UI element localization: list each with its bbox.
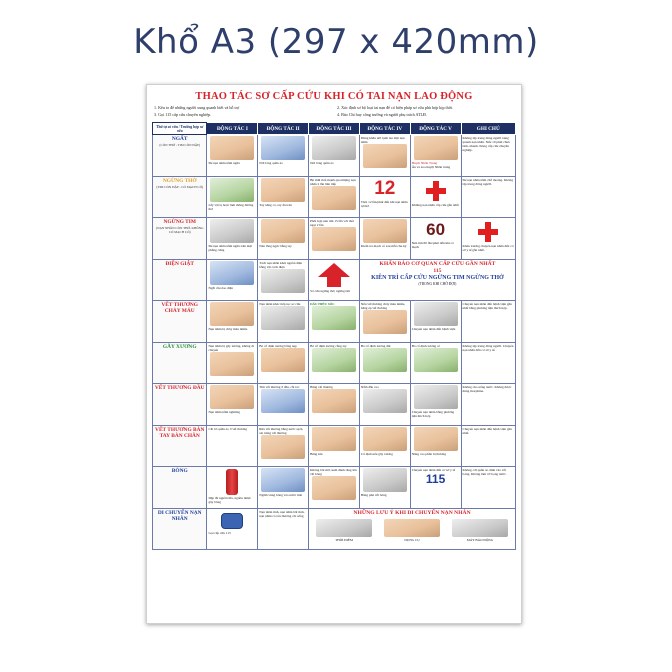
- fire-extinguisher-icon: [226, 469, 238, 495]
- cell-text: Chuyển nạn nhân bằng phương tiện thích hợp: [411, 410, 455, 419]
- cell-text: Thổi 12 lần/phút đến khi nạn nhân tự thở: [360, 199, 408, 208]
- cell-note: [461, 384, 516, 426]
- cell: [359, 135, 410, 177]
- cell-text: Tay nâng cổ, tay ấn trán: [259, 202, 292, 207]
- row-name: NGỪNG THỞ: [162, 177, 197, 184]
- row-name: ĐIỆN GIẬT: [165, 260, 195, 267]
- cell-text: Băng kín: [310, 451, 323, 456]
- illustration-image: [312, 306, 356, 330]
- cell-text: Nạn nhân bị chảy máu nhiều: [208, 327, 248, 331]
- row-label-cardiac-arrest: [153, 218, 207, 260]
- cell: [309, 467, 360, 509]
- row-label-electric-shock: [153, 259, 207, 301]
- illustration-image: [261, 136, 305, 160]
- table-header-row: [153, 123, 516, 135]
- cell: [309, 342, 360, 384]
- cell-text: DẤU HIỆU SỐC: [310, 302, 335, 306]
- illustration-image: [210, 219, 254, 243]
- illustration-image: [312, 186, 356, 210]
- cell-text: Khẩn trương chuyển nạn nhân đến cơ sở y tế gần nhất.: [462, 244, 514, 253]
- cell-text: Nạn nhân bị gãy xương, không di chuyển: [208, 343, 254, 352]
- row-name: DI CHUYỂN NẠN NHÂN: [157, 509, 202, 522]
- cell-text: Không tập trung đông người. Chuyển nạn nhân đến cơ sở y tế.: [462, 343, 514, 352]
- row-sub: (CÒN THỞ - TIM CÒN ĐẬP): [159, 143, 201, 147]
- illustration-image: [363, 427, 407, 451]
- illustration-image: [210, 136, 254, 160]
- row-sub: (NẠN NHÂN CÒN THỞ, KHÔNG CÓ MẠCH CỔ): [155, 226, 204, 234]
- illustration-image: [312, 348, 356, 372]
- cell-note: [461, 218, 516, 260]
- first-aid-table: [152, 122, 516, 550]
- header-step: Thứ tự sơ cứu / Trường hợp sơ cứu: [153, 123, 207, 135]
- cell-banner: [359, 259, 515, 301]
- table-row: [153, 342, 516, 384]
- arrow-stem: [327, 277, 341, 287]
- cell-text: Chuyển nạn nhân đến bệnh viện gần nhất bằng phương tiện thích hợp.: [462, 302, 512, 311]
- cell: [410, 342, 461, 384]
- cell-text: Dùng khăn ướt lạnh lau mặt nạn nhân: [360, 136, 405, 145]
- breath-count-number: 12: [374, 177, 396, 199]
- header-action-3: ĐỘNG TÁC III: [309, 123, 360, 135]
- keep-going-banner: KIÊN TRÌ CẤP CỨU NGỪNG TIM NGỪNG THỞ: [371, 274, 504, 281]
- note-4: 4. Báo Chỉ huy công trường và người phụ trách ATLĐ.: [337, 112, 427, 117]
- cell: [258, 425, 309, 467]
- note-2: 2. Xác định sơ bộ loại tai nạn để có biện pháp sơ cứu phù hợp kịp thời.: [337, 105, 454, 110]
- cell-text: Nới lỏng quần áo: [259, 161, 283, 165]
- cell: [410, 135, 461, 177]
- header-note: GHI CHÚ: [461, 123, 516, 135]
- moving-step: [449, 519, 510, 542]
- table-row: [153, 467, 516, 509]
- cell: [258, 384, 309, 426]
- ambulance-illustration: [414, 302, 458, 326]
- cell-text: Không cho uống nước. Không được dùng morphine.: [462, 385, 512, 394]
- illustration-image: [261, 389, 305, 413]
- cell: [207, 342, 258, 384]
- cell-text: MÁY BÁO ĐỘNG: [466, 537, 494, 542]
- note-1: 1. Kêu to để những người xung quanh biết và hỗ trợ: [154, 105, 240, 110]
- row-sub: (TIM CÒN ĐẬP - CÓ MẠCH CỔ): [156, 184, 204, 189]
- cell-note: [461, 467, 516, 509]
- illustration-image: [414, 136, 458, 160]
- illustration-image: [261, 178, 305, 202]
- poster-title: THAO TÁC SƠ CẤP CỨU KHI CÓ TAI NẠN LAO ĐỘNG: [195, 91, 473, 102]
- cell-text: Chuyển nạn nhân đến bệnh viện: [411, 327, 456, 331]
- cell: [359, 342, 410, 384]
- table-row: [153, 176, 516, 218]
- cell-text: Để nạn nhân nằm ngửa trên mặt phẳng cứng: [208, 244, 252, 253]
- cell-text: Tìm vết thương ở đầu, cắt tóc: [259, 385, 300, 389]
- cell-text: Kiểm tra mạch cổ sau mỗi chu kỳ: [360, 244, 407, 248]
- cell: [410, 301, 461, 343]
- illustration-image: [312, 136, 356, 160]
- cell-text: Ngâm vùng bỏng vào nước mát: [259, 493, 303, 497]
- cell-text: Lấy vật lạ hoặc làm thông đường thở: [208, 202, 254, 211]
- illustration-image: [210, 352, 254, 376]
- table-row: [153, 135, 516, 177]
- cell: [258, 259, 309, 301]
- cell: [207, 467, 258, 509]
- table-row: [153, 259, 516, 301]
- cell-note: [461, 301, 516, 343]
- compression-count-number: 60: [426, 220, 446, 239]
- cell-text: DỤNG CỤ: [404, 537, 420, 542]
- cell-text: Không tập trung đông người xung quanh nạn nhân. Nếu 10 phút chưa tỉnh, nhanh chóng cấp cứu chuyên nghiệp.: [462, 136, 510, 153]
- row-name: BỎNG: [171, 468, 188, 474]
- note-3: 3. Gọi 115 cấp cứu chuyên nghiệp.: [154, 112, 212, 117]
- cell-text: Ngắt cầu dao điện: [208, 285, 234, 290]
- cell: [359, 467, 410, 509]
- emergency-number: 115: [425, 472, 446, 487]
- illustration-image: [210, 178, 254, 202]
- cell: [359, 301, 410, 343]
- cell-note: [461, 135, 516, 177]
- row-name: VẾT THƯƠNG CHẢY MÁU: [161, 302, 199, 314]
- cell-text: Bó cố định xương bằng nẹp: [259, 343, 297, 348]
- ambulance-illustration: [414, 385, 458, 409]
- illustration-image: [384, 519, 440, 537]
- cell: [258, 467, 309, 509]
- cell: [309, 384, 360, 426]
- cell-text: Tách nạn nhân khỏi nguồn điện bằng vật cách điện: [259, 260, 303, 269]
- cell-text: Để nạn nhân nằm ngửa: [208, 161, 240, 165]
- row-name: VẾT THƯƠNG BÀN TAY BÀN CHÂN: [155, 426, 205, 439]
- cell-text: Nâng cao phần bị thương: [411, 451, 447, 456]
- illustration-image: [261, 306, 305, 330]
- cell: [410, 218, 461, 260]
- cell: [309, 259, 360, 301]
- row-label-moving-victim: [153, 508, 207, 550]
- table-row: [153, 508, 516, 550]
- cell: [410, 425, 461, 467]
- row-label-fainting: [153, 135, 207, 177]
- cell: [207, 425, 258, 467]
- cell-text: Nếu vết thương chảy máu nhiều, băng ép vết thương: [360, 302, 406, 311]
- moving-step: [313, 519, 374, 542]
- cell: [258, 218, 309, 260]
- illustration-image: [312, 427, 356, 451]
- cell-text: Nén tim 60 lần/phút đến khi có mạch: [411, 241, 454, 250]
- cell: [258, 176, 309, 218]
- cell: [359, 176, 410, 218]
- cell-text: Không bôi mỡ, kem đánh răng lên vết bỏng: [310, 468, 357, 477]
- illustration-image: [261, 468, 305, 492]
- cell-text: Bó cố định xương cẳng tay: [310, 343, 347, 348]
- illustration-image: [261, 435, 305, 459]
- table-row: [153, 301, 516, 343]
- cell: [309, 135, 360, 177]
- illustration-image: [452, 519, 508, 537]
- cell: [410, 384, 461, 426]
- cell-text: Huyệt Nhân Trung: [411, 161, 438, 165]
- poster-notes: [154, 105, 514, 119]
- cell-text: Nạn nhân tỉnh, nạn nhân bất tỉnh, nạn nhân có tổn thương cột sống: [259, 509, 305, 518]
- header-action-1: ĐỘNG TÁC I: [207, 123, 258, 135]
- row-name: VẾT THƯƠNG ĐẦU: [154, 385, 205, 391]
- cell: [359, 425, 410, 467]
- cell-banner: [309, 508, 516, 550]
- cell: [207, 218, 258, 260]
- cell-text: Chuyển nạn nhân đến bệnh viện gần nhất.: [462, 426, 512, 435]
- header-action-5: ĐỘNG TÁC V: [410, 123, 461, 135]
- table-row: [153, 218, 516, 260]
- illustration-image: [312, 227, 356, 251]
- cell-text: Phối hợp nén tim 15 lần với thổi ngạt 2 lần: [310, 219, 355, 228]
- cell: [207, 508, 258, 550]
- cell: [207, 176, 258, 218]
- cell: [309, 301, 360, 343]
- cell-text: Nén lồng ngực bằng tay: [259, 244, 292, 248]
- illustration-image: [363, 468, 407, 492]
- cell-text: Nạn nhân khác tiếp tục sơ cứu: [259, 302, 301, 306]
- cell-text: Bó cố định xương đùi: [360, 343, 391, 348]
- row-label-burn: [153, 467, 207, 509]
- first-aid-poster: [146, 84, 522, 624]
- moving-step: [381, 519, 442, 542]
- cell-text: Để nạn nhân nằm chỗ thoáng. Không tập trung đông người.: [462, 177, 514, 186]
- row-name: GÃY XƯƠNG: [162, 343, 197, 350]
- cell: [207, 301, 258, 343]
- cell-text: Bó cố định xương cổ: [411, 343, 441, 348]
- report-number: 115: [433, 267, 442, 274]
- illustration-image: [363, 219, 407, 243]
- illustration-image: [363, 144, 407, 168]
- cell: [309, 218, 360, 260]
- cell-note: [461, 342, 516, 384]
- cell-text: Nạn nhân nằm nghiêng: [208, 410, 240, 414]
- illustration-image: [363, 310, 407, 334]
- moving-illustrations: [310, 519, 514, 542]
- cell-text: Băng vết thương: [310, 385, 333, 389]
- row-label-fracture: [153, 342, 207, 384]
- illustration-image: [261, 348, 305, 372]
- row-name: NGỪNG TIM: [163, 219, 196, 225]
- header-action-2: ĐỘNG TÁC II: [258, 123, 309, 135]
- cell-text: Bịt mũi thổi mạnh qua miệng nạn nhân 2 lần liên tiếp: [310, 177, 356, 186]
- row-label-hand-foot-wound: [153, 425, 207, 467]
- red-cross-icon: [426, 181, 446, 201]
- cell-text: Khiêng nạn nhân cấp cứu gần nhất: [411, 202, 459, 207]
- arrow-up-icon: [318, 263, 350, 277]
- cell-text: Rửa vết thương bằng nước sạch, sát trùng vết thương: [259, 426, 304, 435]
- cell: [207, 384, 258, 426]
- cell: [309, 425, 360, 467]
- illustration-image: [414, 427, 458, 451]
- row-label-head-wound: [153, 384, 207, 426]
- table-row: [153, 425, 516, 467]
- cell: [359, 384, 410, 426]
- illustration-image: [210, 261, 254, 285]
- illustration-image: [363, 389, 407, 413]
- cell: [258, 508, 309, 550]
- cell-text: Nới lỏng quần áo: [310, 161, 334, 165]
- table-row: [153, 384, 516, 426]
- illustration-image: [210, 302, 254, 326]
- cell-text: Chuyển nạn nhân đến cơ sở y tế: [411, 468, 456, 472]
- cell-text: Ấn và xoa huyệt Nhân trung: [411, 165, 451, 170]
- illustration-image: [312, 389, 356, 413]
- cell-text: Sơ cứu ngừng thở, ngừng tim: [310, 288, 351, 293]
- cell: [207, 135, 258, 177]
- row-name: NGẤT: [171, 136, 188, 142]
- cell-text: THỜI ĐIỂM: [335, 537, 353, 542]
- header-action-4: ĐỘNG TÁC IV: [359, 123, 410, 135]
- illustration-image: [363, 348, 407, 372]
- cell: [258, 135, 309, 177]
- paper-size-label: Khổ A3 (297 x 420mm): [133, 22, 539, 62]
- cell-text: Gọi cấp cứu 115: [208, 530, 231, 535]
- cell: [258, 342, 309, 384]
- cell: [207, 259, 258, 301]
- illustration-image: [261, 219, 305, 243]
- telephone-icon: [221, 513, 243, 529]
- cell: [258, 301, 309, 343]
- cell-text: Dập tắt nguồn lửa, nguồn nhiệt gây bỏng: [208, 496, 251, 505]
- cell: [309, 176, 360, 218]
- row-label-breathing-stopped: [153, 176, 207, 218]
- cell: [410, 176, 461, 218]
- caution-banner: NHỮNG LƯU Ý KHI DI CHUYỂN NẠN NHÂN: [353, 509, 471, 516]
- cell: [359, 218, 410, 260]
- report-banner: KHẨN BÁO CƠ QUAN CẤP CỨU GẦN NHẤT: [379, 260, 496, 267]
- cell-text: Cố định nếu gãy xương: [360, 451, 393, 456]
- illustration-image: [316, 519, 372, 537]
- cell-note: [461, 425, 516, 467]
- cell-text: Không cởi quần áo dính vào vết bỏng. Không làm vỡ bọng nước.: [462, 468, 507, 477]
- cell-text: Nằm đầu cao: [360, 385, 379, 389]
- cell-text: Cắt bỏ quần áo ở vết thương: [208, 426, 248, 431]
- keep-going-sub: (TRONG KHI CHỜ ĐỢI): [418, 281, 457, 286]
- cell-note: [461, 176, 516, 218]
- illustration-image: [312, 476, 356, 500]
- cell: [410, 467, 461, 509]
- illustration-image: [210, 385, 254, 409]
- row-label-bleeding: [153, 301, 207, 343]
- cell-text: Băng phủ vết bỏng: [360, 493, 387, 497]
- red-cross-icon: [478, 222, 498, 242]
- illustration-image: [261, 269, 305, 293]
- illustration-image: [414, 348, 458, 372]
